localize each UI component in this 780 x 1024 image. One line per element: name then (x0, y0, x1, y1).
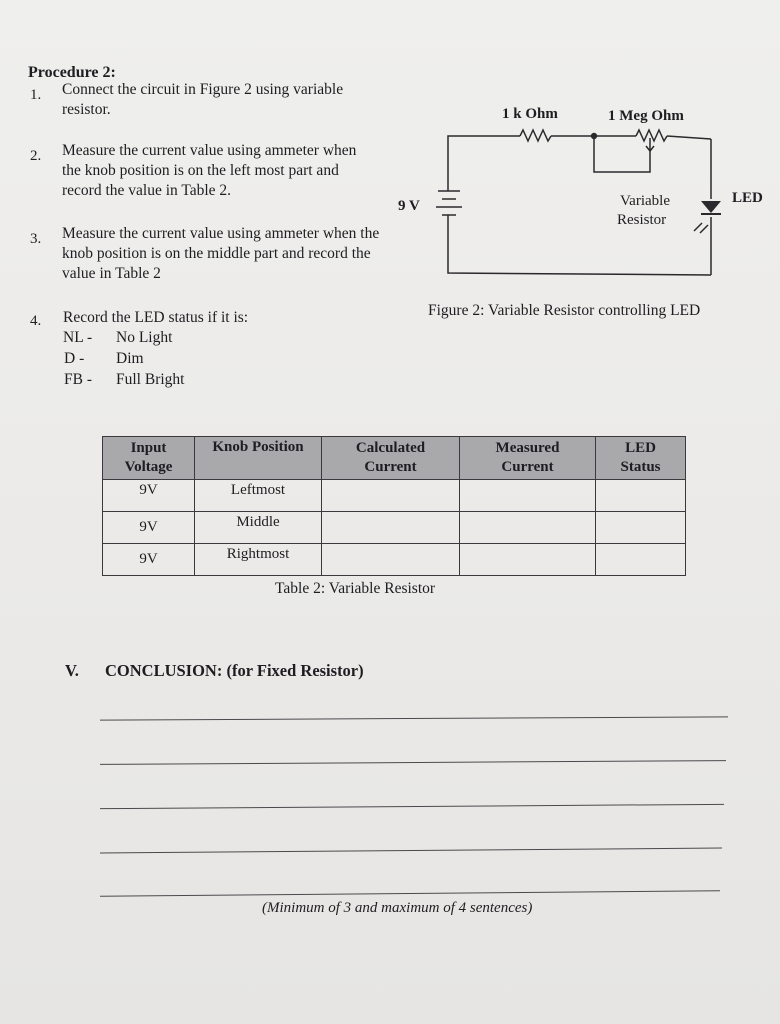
section-number: V. (65, 661, 79, 680)
cell-knob: Middle (195, 512, 322, 544)
wire-top-left (448, 136, 520, 180)
table-row (103, 512, 686, 544)
resistor-1k-icon (520, 130, 551, 141)
cell-led-status[interactable] (596, 480, 686, 512)
sentence-requirement-note: (Minimum of 3 and maximum of 4 sentences) (262, 900, 533, 916)
led-icon (701, 201, 721, 213)
header-led-status: LED Status (596, 437, 686, 480)
legend-meaning: No Light (116, 329, 173, 346)
procedure-title: Procedure 2: (28, 64, 116, 81)
step-number: 4. (30, 313, 42, 329)
cell-led-status[interactable] (596, 512, 686, 544)
label-1k-ohm: 1 k Ohm (502, 106, 558, 122)
conclusion-heading (65, 661, 364, 681)
answer-line[interactable] (100, 890, 720, 896)
label-resistor: Resistor (617, 212, 667, 228)
answer-line[interactable] (100, 716, 728, 720)
step-text: Connect the circuit in Figure 2 using variable resistor. (62, 81, 344, 118)
legend-meaning: Dim (116, 350, 144, 367)
circuit-diagram (380, 95, 770, 285)
junction-dot (591, 133, 597, 139)
answer-line[interactable] (100, 848, 722, 854)
cell-led-status[interactable] (596, 544, 686, 576)
answer-line[interactable] (100, 760, 726, 765)
step-text: Record the LED status if it is: (63, 309, 249, 326)
wiper-jumper (594, 136, 650, 172)
answer-line[interactable] (100, 804, 724, 809)
cell-calculated[interactable] (322, 480, 460, 512)
step-number: 3. (30, 231, 42, 247)
header-input-voltage: Input Voltage (103, 437, 195, 480)
legend-code: D - (64, 350, 85, 367)
legend-code: NL - (63, 329, 93, 346)
step-text: Measure the current value using ammeter when the knob position is on the left most part and record the value in Table 2. (62, 142, 357, 199)
results-table (102, 436, 686, 576)
resistor-1meg-icon (636, 130, 667, 141)
led-emission-icon (694, 223, 702, 231)
step-number: 2. (30, 148, 42, 164)
label-variable: Variable (620, 193, 670, 209)
cell-measured[interactable] (460, 512, 596, 544)
cell-measured[interactable] (460, 480, 596, 512)
wire-top-right (667, 136, 711, 139)
cell-calculated[interactable] (322, 544, 460, 576)
cell-voltage: 9V (103, 480, 195, 512)
cell-knob: Rightmost (195, 544, 322, 576)
header-knob-position: Knob Position (195, 437, 322, 480)
figure-caption: Figure 2: Variable Resistor controlling LED (428, 302, 701, 319)
conclusion-title: CONCLUSION: (for Fixed Resistor) (105, 661, 364, 680)
step-number: 1. (30, 87, 42, 103)
table-header-row (103, 437, 686, 480)
cell-knob: Leftmost (195, 480, 322, 512)
cell-voltage: 9V (103, 544, 195, 576)
legend-meaning: Full Bright (116, 371, 185, 388)
header-measured-current: Measured Current (460, 437, 596, 480)
label-1meg-ohm: 1 Meg Ohm (608, 108, 684, 124)
cell-calculated[interactable] (322, 512, 460, 544)
table-row (103, 544, 686, 576)
table-caption: Table 2: Variable Resistor (275, 580, 436, 597)
table-row (103, 480, 686, 512)
legend-code: FB - (64, 371, 92, 388)
wire-bottom (448, 220, 711, 275)
header-calculated-current: Calculated Current (322, 437, 460, 480)
label-led: LED (732, 190, 763, 206)
cell-voltage: 9V (103, 512, 195, 544)
label-9v: 9 V (398, 198, 420, 214)
step-text: Measure the current value using ammeter when the knob position is on the middle part and record the value in Table 2 (62, 225, 380, 282)
cell-measured[interactable] (460, 544, 596, 576)
